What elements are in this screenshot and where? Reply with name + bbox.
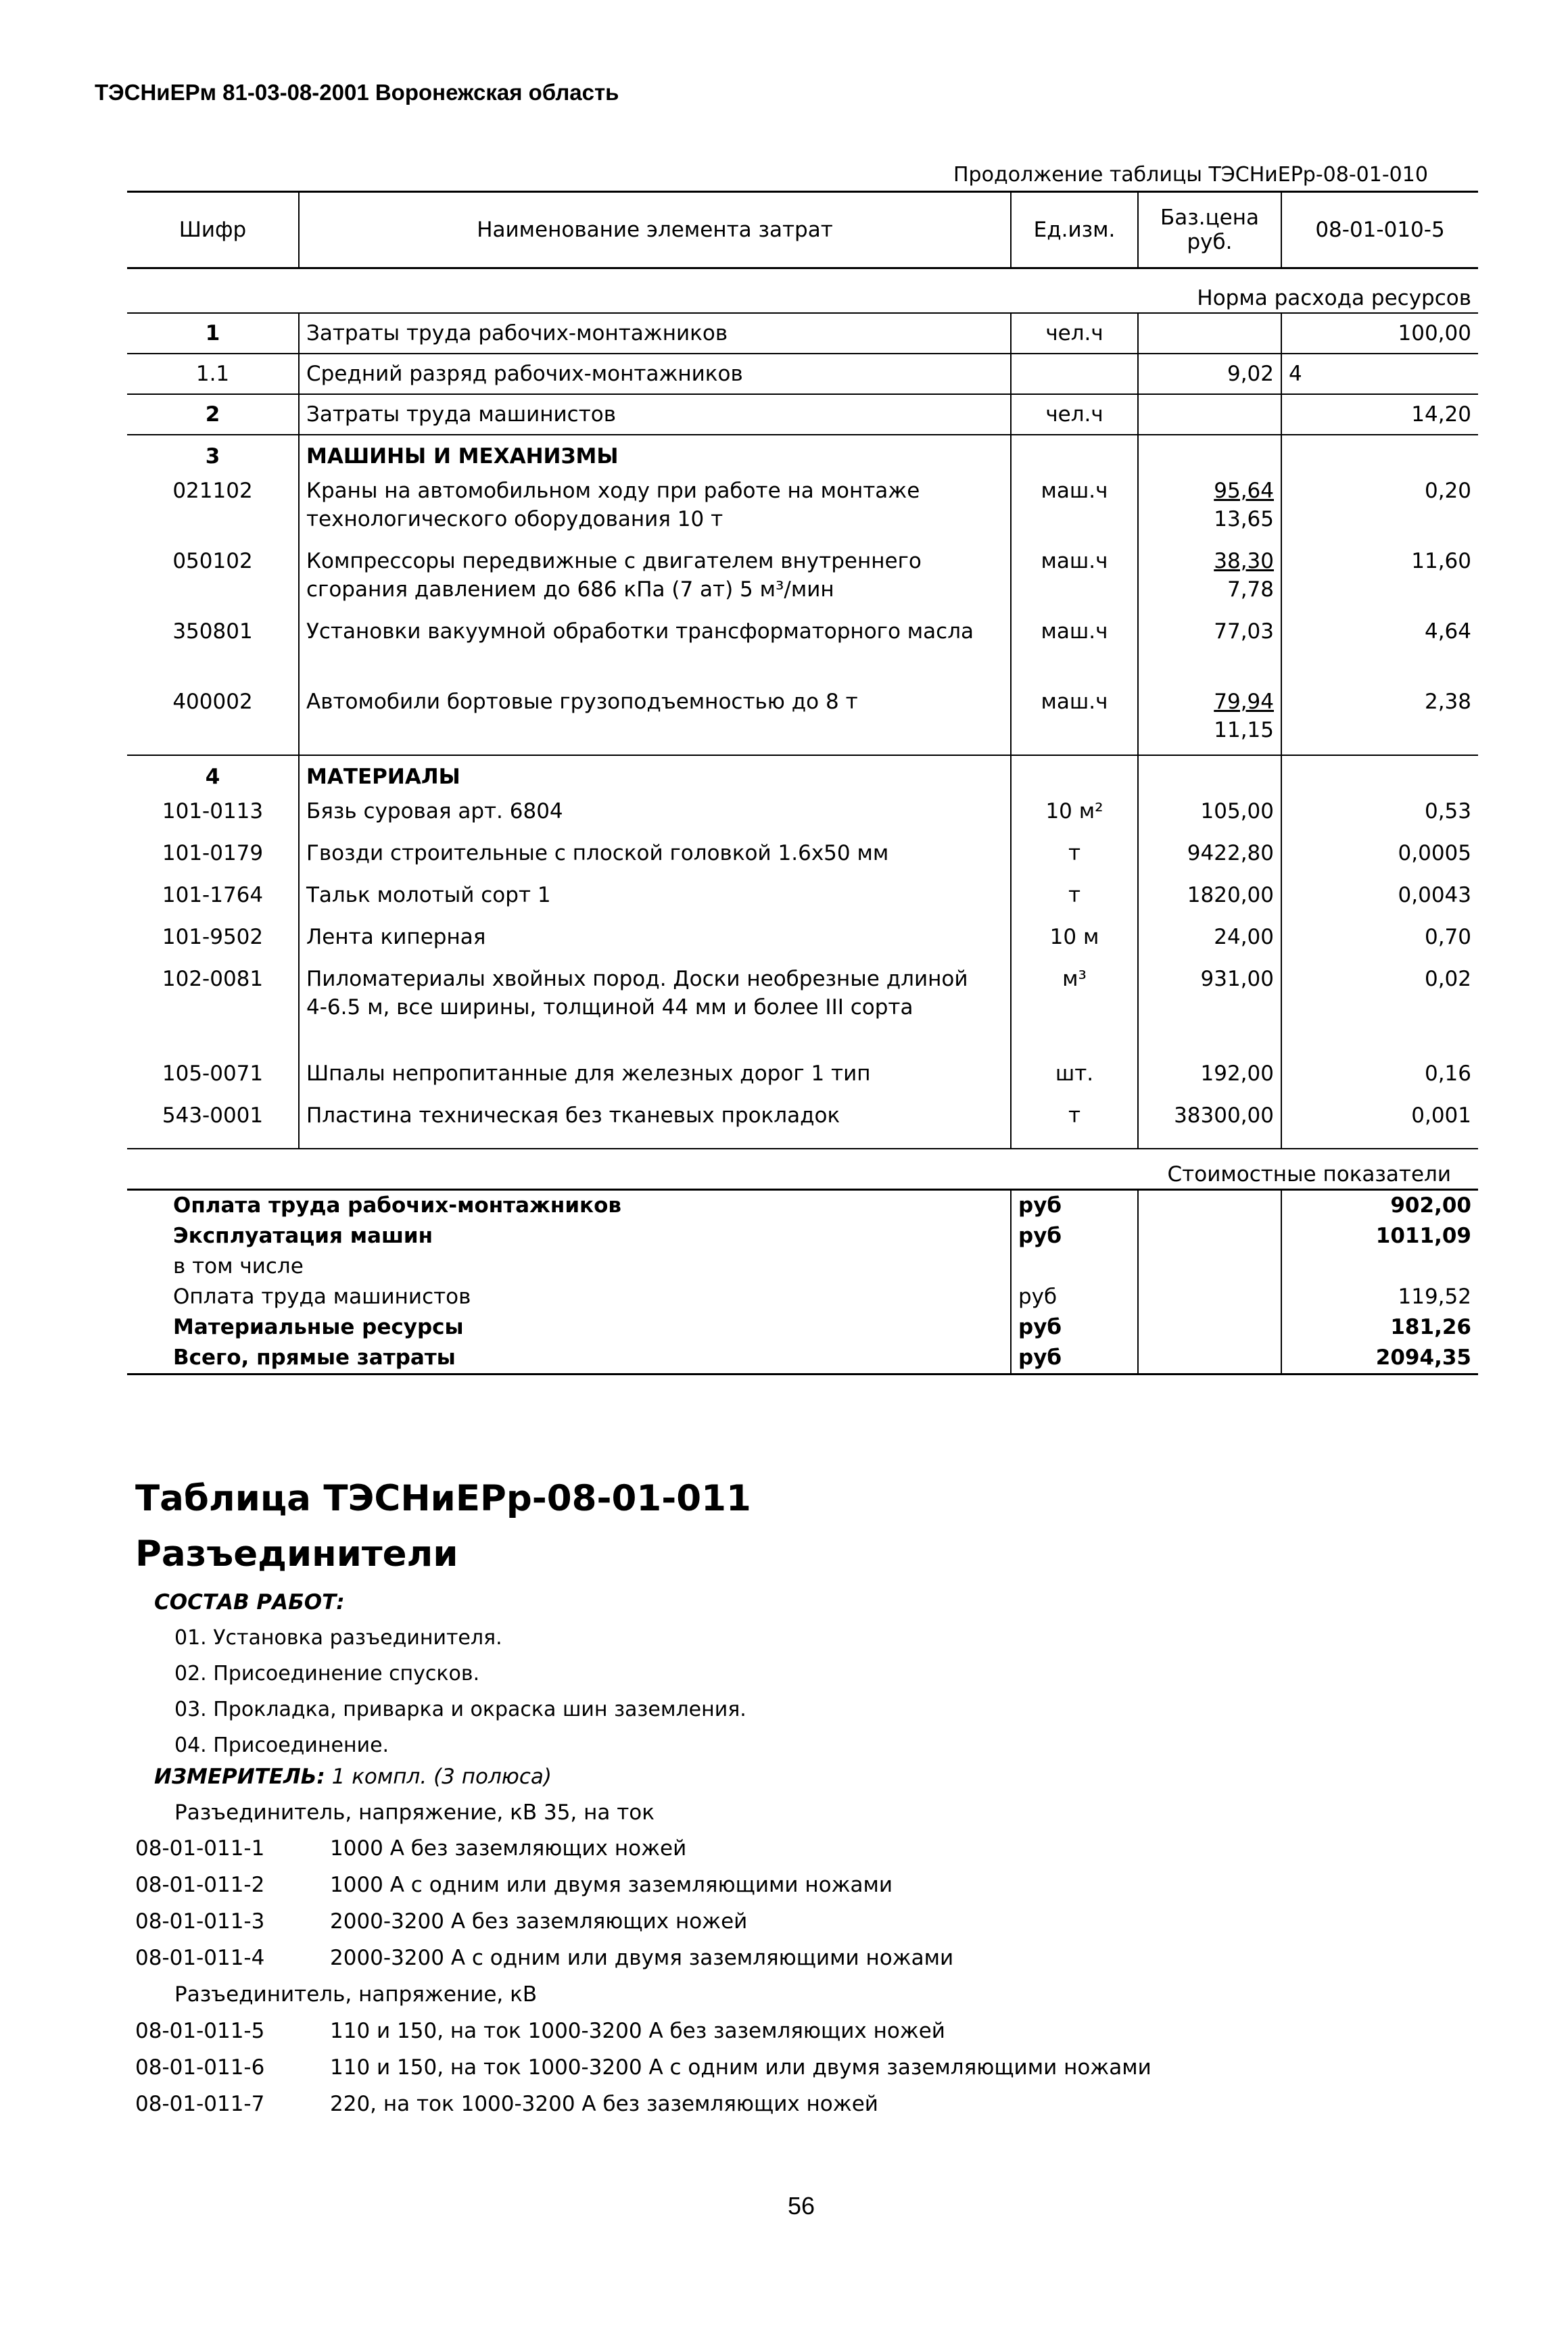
norma-row bbox=[127, 268, 1478, 314]
norm-code: 08-01-011-6 bbox=[135, 2055, 265, 2080]
table-row: 050102 Компрессоры передвижные с двигателем внутреннего сгорания давлением до 686 кПа (7 ат) 5 м³/мин маш.ч 38,30 7,78 11,60 bbox=[127, 547, 1478, 617]
measure-line bbox=[154, 1765, 552, 1789]
table-row: 350801 Установки вакуумной обработки трансформаторного масла маш.ч 77,03 4,64 bbox=[127, 617, 1478, 688]
table-row: 543-0001 Пластина техническая без тканевых прокладок т 38300,00 0,001 bbox=[127, 1101, 1478, 1149]
measure-label: ИЗМЕРИТЕЛЬ: bbox=[154, 1765, 325, 1789]
table-row: 101-0179 Гвозди строительные с плоской головкой 1.6х50 мм т 9422,80 0,0005 bbox=[127, 839, 1478, 881]
section-subtitle: Разъединители bbox=[135, 1533, 458, 1575]
header-price-line1: Баз.цена bbox=[1160, 206, 1260, 230]
header-column-code: 08-01-010-5 bbox=[1281, 192, 1478, 268]
header-price bbox=[1138, 192, 1281, 268]
table-row: 105-0071 Шпалы непропитанные для железных дорог 1 тип шт. 192,00 0,16 bbox=[127, 1059, 1478, 1101]
cost-row: в том числе bbox=[127, 1251, 1478, 1282]
table-row: 4 МАТЕРИАЛЫ bbox=[127, 755, 1478, 797]
norm-description: 110 и 150, на ток 1000-3200 А без заземляющих ножей bbox=[330, 2019, 945, 2043]
table-row: 021102 Краны на автомобильном ходу при работе на монтаже технологического оборудования 10 т маш.ч 95,64 13,65 0,20 bbox=[127, 477, 1478, 547]
work-item: 04. Присоединение. bbox=[174, 1734, 389, 1757]
norm-code: 08-01-011-5 bbox=[135, 2019, 265, 2043]
cost-row: Всего, прямые затраты руб 2094,35 bbox=[127, 1343, 1478, 1375]
work-item: 01. Установка разъединителя. bbox=[174, 1626, 502, 1650]
norm-description: 220, на ток 1000-3200 А без заземляющих ножей bbox=[330, 2092, 878, 2116]
norm-code: 08-01-011-1 bbox=[135, 1836, 265, 1861]
table-row: 101-0113 Бязь суровая арт. 6804 10 м² 105,00 0,53 bbox=[127, 797, 1478, 839]
cost-row: Оплата труда машинистов руб 119,52 bbox=[127, 1282, 1478, 1312]
norm-code: 08-01-011-4 bbox=[135, 1946, 265, 1970]
header-unit: Ед.изм. bbox=[1011, 192, 1138, 268]
cost-row: Материальные ресурсы руб 181,26 bbox=[127, 1312, 1478, 1343]
page-number: 56 bbox=[788, 2192, 815, 2220]
table-row: 400002 Автомобили бортовые грузоподъемностью до 8 т маш.ч 79,94 11,15 2,38 bbox=[127, 688, 1478, 755]
table-row: 3 МАШИНЫ И МЕХАНИЗМЫ bbox=[127, 435, 1478, 477]
cost-row: Эксплуатация машин руб 1011,09 bbox=[127, 1221, 1478, 1251]
cost-indicators-label: Стоимостные показатели bbox=[1138, 1149, 1478, 1190]
document-header: ТЭСНиЕРм 81-03-08-2001 Воронежская область bbox=[95, 80, 619, 105]
header-code: Шифр bbox=[127, 192, 299, 268]
norm-description: 2000-3200 А без заземляющих ножей bbox=[330, 1909, 748, 1934]
norm-code: 08-01-011-2 bbox=[135, 1873, 265, 1897]
group-heading: Разъединитель, напряжение, кВ bbox=[174, 1982, 538, 2007]
norm-code: 08-01-011-3 bbox=[135, 1909, 265, 1934]
norm-description: 110 и 150, на ток 1000-3200 А с одним или двумя заземляющими ножами bbox=[330, 2055, 1151, 2080]
table-row: 2 Затраты труда машинистов чел.ч 14,20 bbox=[127, 394, 1478, 435]
norm-description: 2000-3200 А с одним или двумя заземляющими ножами bbox=[330, 1946, 954, 1970]
work-item: 02. Присоединение спусков. bbox=[174, 1662, 480, 1686]
resource-table bbox=[127, 191, 1478, 1375]
table-row: 101-1764 Тальк молотый сорт 1 т 1820,00 0,0043 bbox=[127, 881, 1478, 923]
table-continuation-caption: Продолжение таблицы ТЭСНиЕРр-08-01-010 bbox=[953, 163, 1428, 187]
table-header-row bbox=[127, 192, 1478, 268]
works-label: СОСТАВ РАБОТ: bbox=[154, 1590, 345, 1615]
group-heading: Разъединитель, напряжение, кВ 35, на ток bbox=[174, 1800, 655, 1825]
norma-label: Норма расхода ресурсов bbox=[1138, 268, 1478, 314]
table-row: 1 Затраты труда рабочих-монтажников чел.ч 100,00 bbox=[127, 313, 1478, 354]
cost-row: Оплата труда рабочих-монтажников руб 902,00 bbox=[127, 1190, 1478, 1222]
header-name: Наименование элемента затрат bbox=[299, 192, 1011, 268]
cost-indicators-row bbox=[127, 1149, 1478, 1190]
norm-description: 1000 А без заземляющих ножей bbox=[330, 1836, 687, 1861]
measure-value: 1 компл. (3 полюса) bbox=[325, 1765, 552, 1789]
work-item: 03. Прокладка, приварка и окраска шин заземления. bbox=[174, 1698, 746, 1721]
table-row: 101-9502 Лента киперная 10 м 24,00 0,70 bbox=[127, 923, 1478, 965]
norm-code: 08-01-011-7 bbox=[135, 2092, 265, 2116]
table-row: 1.1 Средний разряд рабочих-монтажников 9,02 4 bbox=[127, 354, 1478, 394]
section-title: Таблица ТЭСНиЕРр-08-01-011 bbox=[135, 1478, 751, 1519]
header-price-line2: руб. bbox=[1187, 230, 1233, 254]
norm-description: 1000 А с одним или двумя заземляющими ножами bbox=[330, 1873, 893, 1897]
table-row: 102-0081 Пиломатериалы хвойных пород. Доски необрезные длиной 4-6.5 м, все ширины, толщиной 44 мм и более III сорта м³ 931,00 0,02 bbox=[127, 965, 1478, 1059]
